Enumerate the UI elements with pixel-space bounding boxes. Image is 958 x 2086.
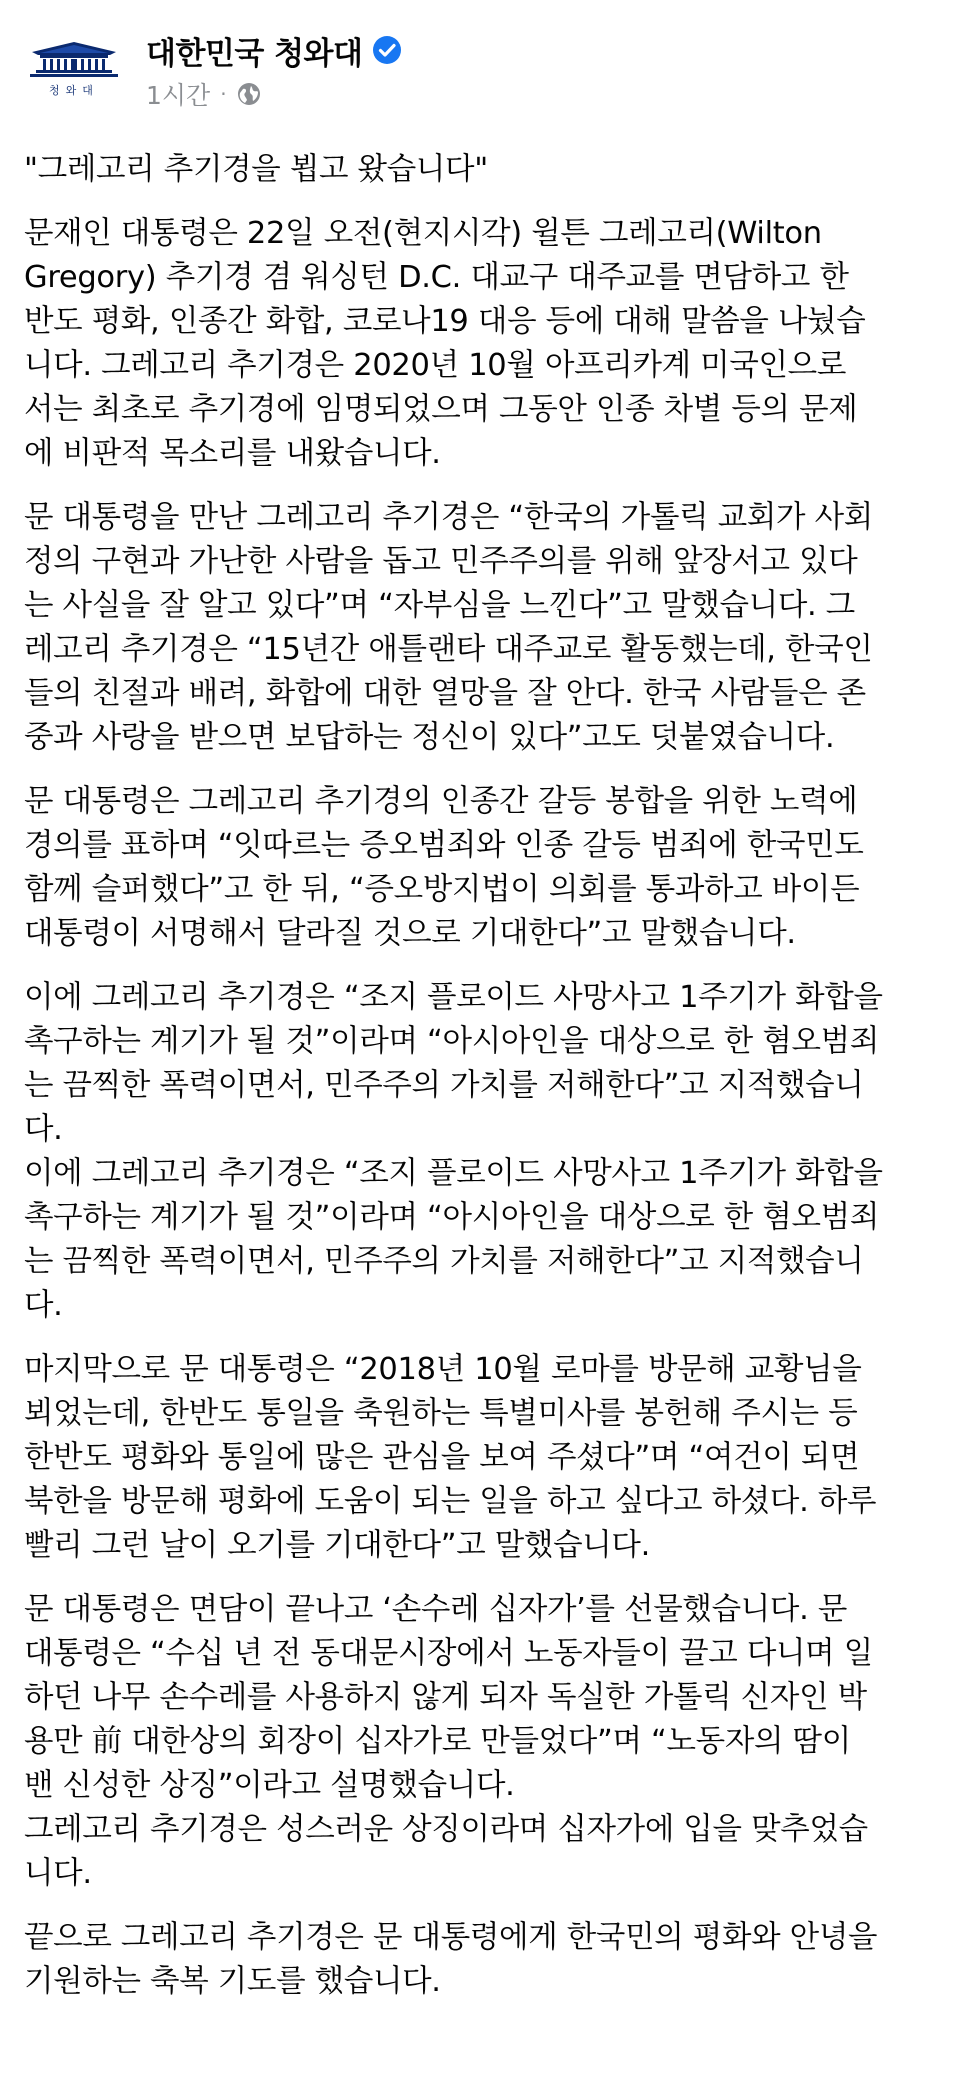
blue-house-logo-icon [26, 34, 122, 80]
post-paragraph: 마지막으로 문 대통령은 “2018년 10월 로마를 방문해 교황님을 뵈었는데, 한반도 통일을 축원하는 특별미사를 봉헌해 주시는 등 한반도 평화와 통일에 많은 관심을 보여 주셨다”며 “여건이 되면 북한을 방문해 평화에 도움이 되는 일을 하고 싶다고 하셨다. 하루 빨리 그런 날이 오기를 기대한다”고 말했습니다. [24, 1352, 877, 1563]
post-title: "그레고리 추기경을 뵙고 왔습니다" [24, 152, 488, 187]
post-paragraph: 끝으로 그레고리 추기경은 문 대통령에게 한국민의 평화와 안녕을 기원하는 축복 기도를 했습니다. [24, 1920, 878, 1999]
page-avatar[interactable] [26, 34, 122, 104]
post-paragraph: 그레고리 추기경은 성스러운 상징이라며 십자가에 입을 맞추었습 니다. [24, 1812, 868, 1891]
globe-icon[interactable] [237, 82, 261, 106]
post-paragraph: 문 대통령은 그레고리 추기경의 인종간 갈등 봉합을 위한 노력에 경의를 표하며 “잇따르는 증오범죄와 인종 갈등 범죄에 한국민도 함께 슬퍼했다”고 한 뒤, “증오방지법이 의회를 통과하고 바이든 대통령이 서명해서 달라질 것으로 기대한다”고 말했습니다. [24, 784, 864, 951]
name-row [146, 28, 402, 72]
post-meta [146, 28, 402, 112]
post-paragraph: 문재인 대통령은 22일 오전(현지시각) 윌튼 그레고리(Wilton Gregory) 추기경 겸 워싱턴 D.C. 대교구 대주교를 면담하고 한 반도 평화, 인종간 화합, 코로나19 대응 등에 대해 말씀을 나눴습 니다. 그레고리 추기경은 2020년 10월 아프리카계 미국인으로 서는 최초로 추기경에 임명되었으며 그동안 인종 차별 등의 문제 에 비판적 목소리를 내왔습니다. [24, 216, 866, 471]
post-paragraph: 이에 그레고리 추기경은 “조지 플로이드 사망사고 1주기가 화합을 촉구하는 계기가 될 것”이라며 “아시아인을 대상으로 한 혐오범죄 는 끔찍한 폭력이면서, 민주주의 가치를 저해한다”고 지적했습니 다. [24, 1156, 883, 1323]
post-paragraph: 문 대통령을 만난 그레고리 추기경은 “한국의 가톨릭 교회가 사회 정의 구현과 가난한 사람을 돕고 민주주의를 위해 앞장서고 있다 는 사실을 잘 알고 있다”며 “자부심을 느낀다”고 말했습니다. 그 레고리 추기경은 “15년간 애틀랜타 대주교로 활동했는데, 한국인 들의 친절과 배려, 화합에 대한 열망을 잘 안다. 한국 사람들은 존 중과 사랑을 받으면 보답하는 정신이 있다”고도 덧붙였습니다. [24, 500, 873, 755]
post-body [24, 148, 942, 2004]
post-timestamp[interactable]: 1시간 [146, 81, 211, 110]
meta-separator: · [220, 82, 227, 106]
post-subline [146, 76, 402, 112]
page-name-link[interactable]: 대한민국 청와대 [146, 35, 363, 72]
post-header [26, 26, 402, 116]
post-paragraph: 문 대통령은 면담이 끝나고 ‘손수레 십자가’를 선물했습니다. 문 대통령은 “수십 년 전 동대문시장에서 노동자들이 끌고 다니며 일 하던 나무 손수레를 사용하지 않게 되자 독실한 가톨릭 신자인 박 용만 前 대한상의 회장이 십자가로 만들었다”며 “노동자의 땀이 밴 신성한 상징”이라고 설명했습니다. [24, 1592, 873, 1803]
verified-badge-icon [372, 35, 402, 65]
post-paragraph: 이에 그레고리 추기경은 “조지 플로이드 사망사고 1주기가 화합을 촉구하는 계기가 될 것”이라며 “아시아인을 대상으로 한 혐오범죄 는 끔찍한 폭력이면서, 민주주의 가치를 저해한다”고 지적했습니 다. [24, 980, 883, 1147]
logo-caption: 청와대 [49, 84, 99, 97]
